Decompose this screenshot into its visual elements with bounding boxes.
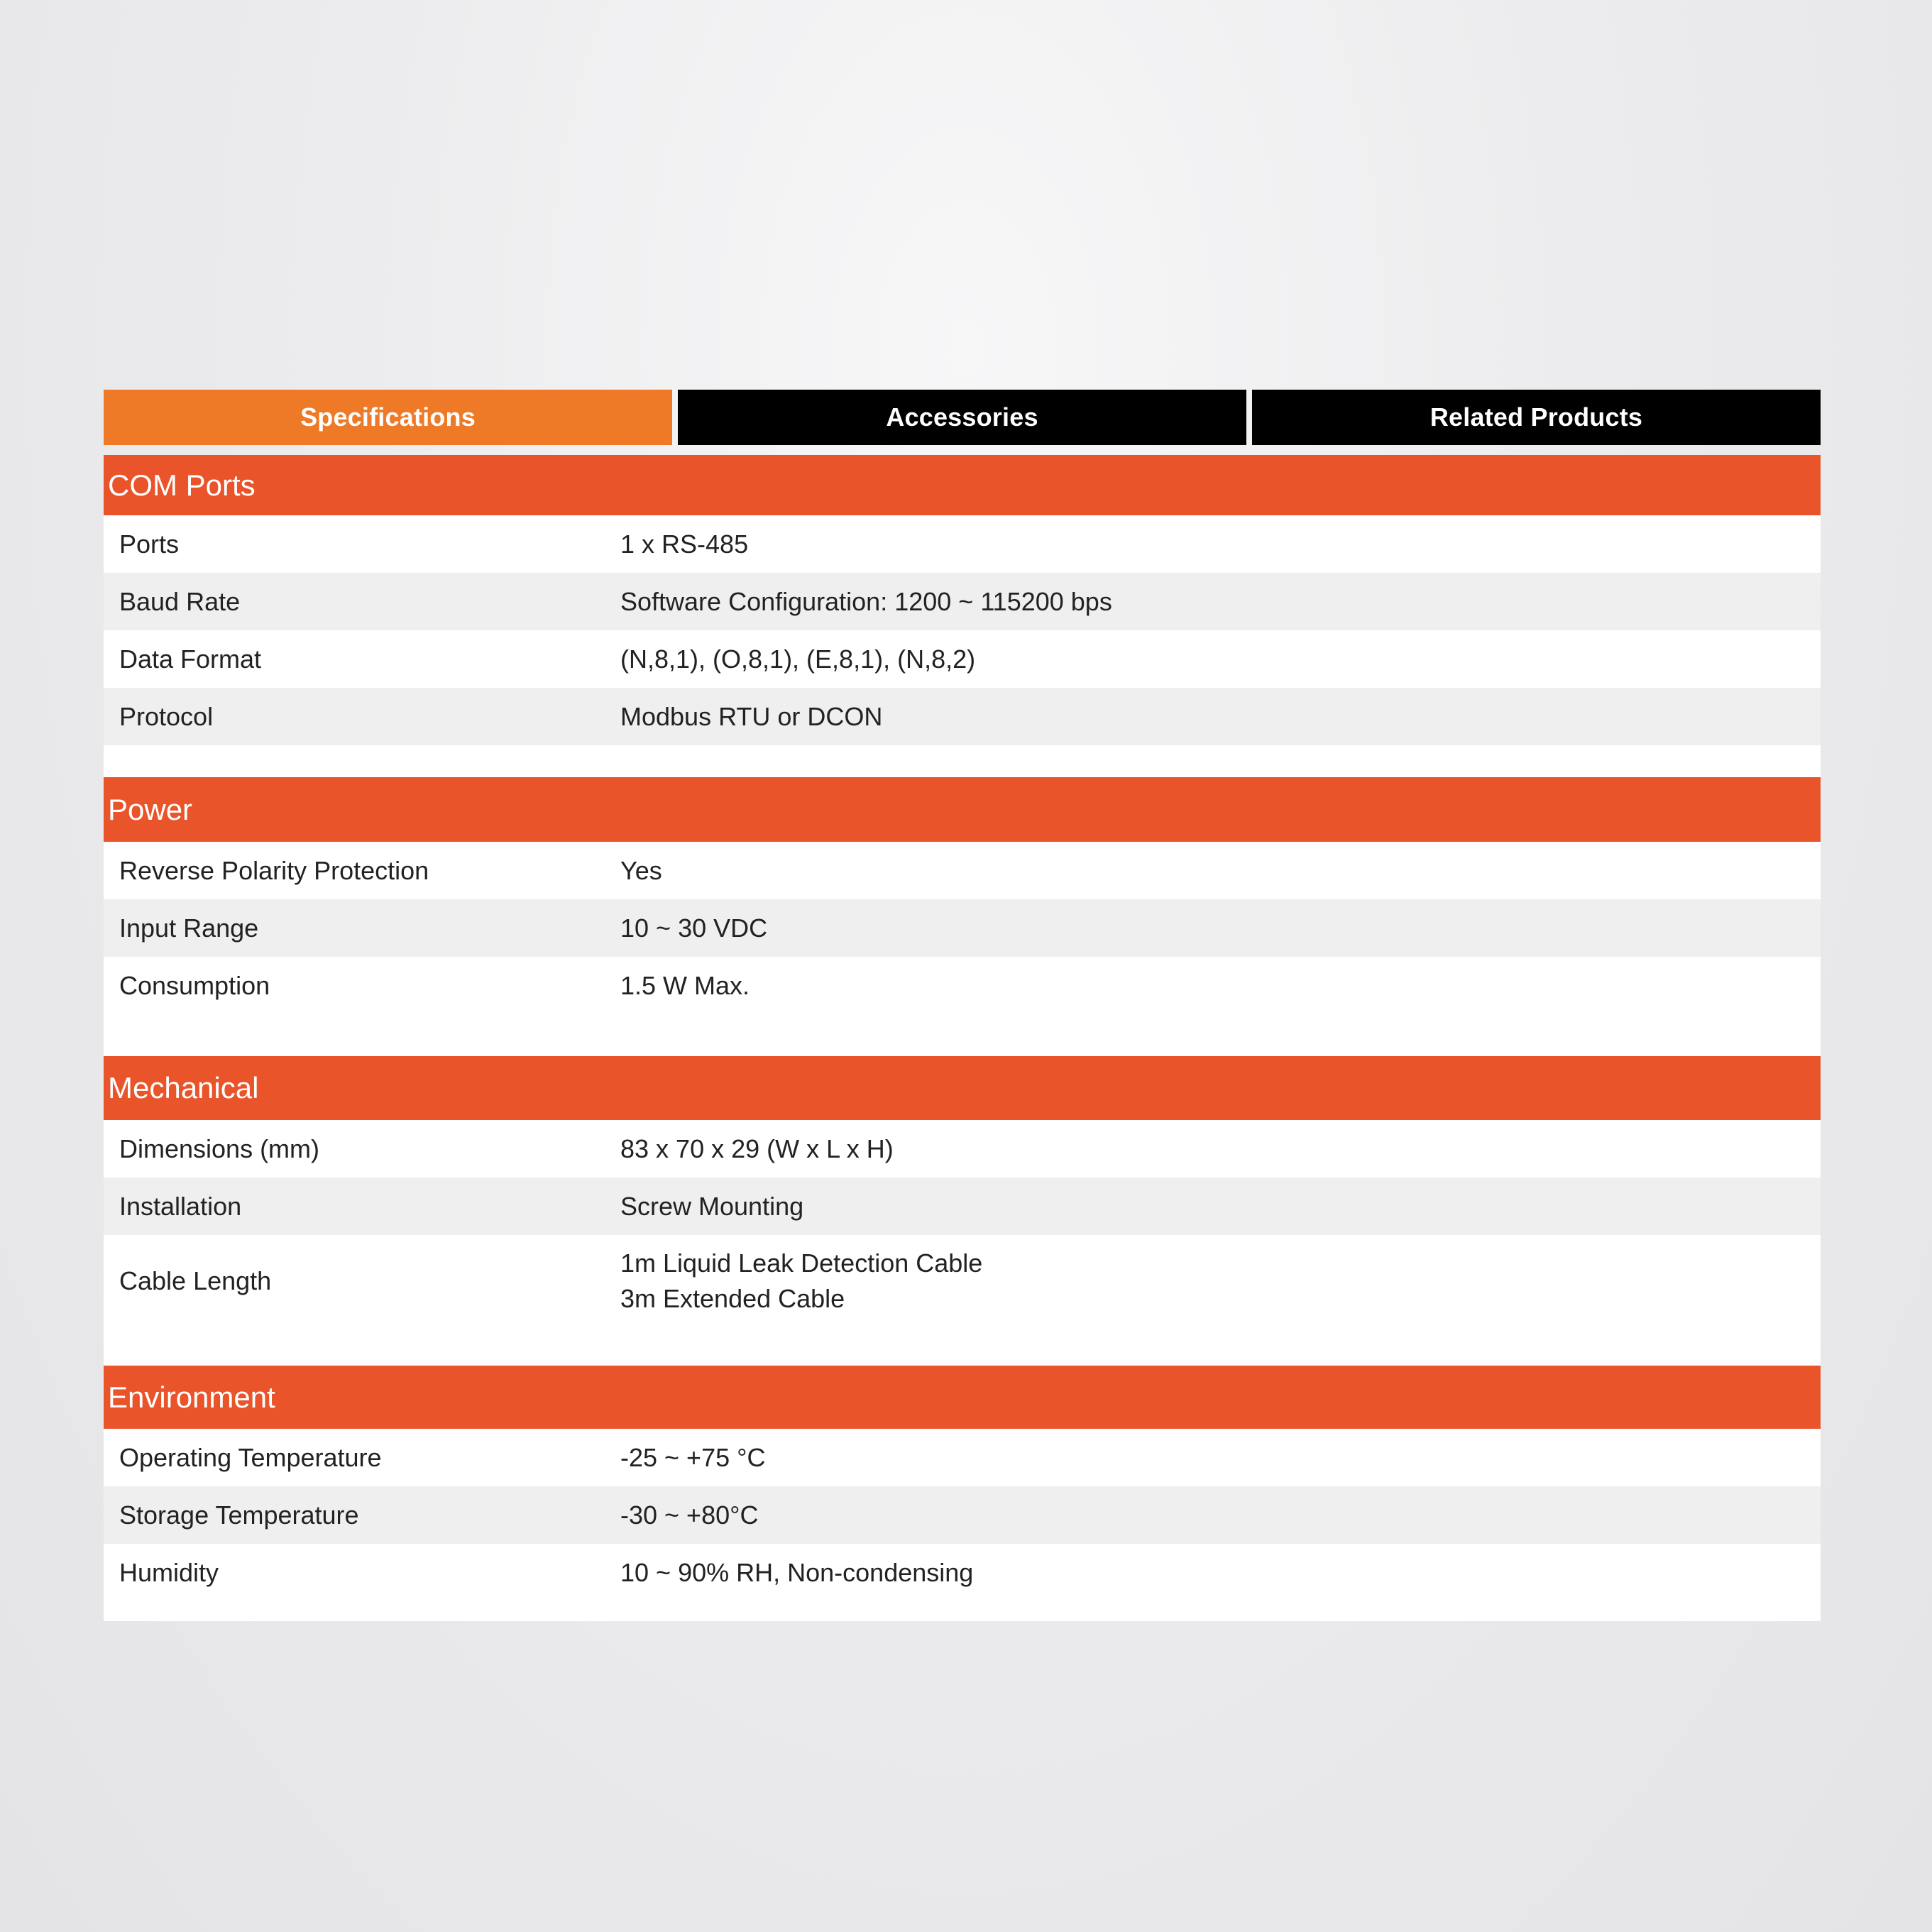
spec-label: Cable Length — [119, 1266, 272, 1295]
tab-bar — [104, 390, 1821, 445]
spec-row — [104, 842, 1821, 899]
spec-sections — [104, 455, 1821, 1621]
spec-label: Baud Rate — [119, 586, 241, 616]
spec-row — [104, 1120, 1821, 1178]
spec-row — [104, 1235, 1821, 1327]
spec-value: 1.5 W Max. — [620, 970, 750, 1000]
spec-label: Dimensions (mm) — [119, 1134, 320, 1163]
spec-value: -25 ~ +75 °C — [620, 1442, 766, 1472]
spec-row — [104, 899, 1821, 957]
section-header: Environment — [104, 1366, 1821, 1429]
spec-label: Input Range — [119, 913, 259, 943]
section-spacer — [104, 1014, 1821, 1056]
spec-value: (N,8,1), (O,8,1), (E,8,1), (N,8,2) — [620, 644, 976, 674]
spec-value: -30 ~ +80°C — [620, 1500, 759, 1530]
spec-rows — [104, 1120, 1821, 1327]
section-spacer — [104, 745, 1821, 777]
tab-accessories[interactable]: Accessories — [678, 390, 1246, 445]
spec-label: Consumption — [119, 970, 270, 1000]
spec-value: Modbus RTU or DCON — [620, 701, 883, 731]
section-header: Power — [104, 777, 1821, 842]
section-header: Mechanical — [104, 1056, 1821, 1120]
spec-value — [620, 1246, 1821, 1317]
spec-label: Humidity — [119, 1557, 219, 1587]
spec-value: Software Configuration: 1200 ~ 115200 bps — [620, 586, 1112, 616]
spec-value: Screw Mounting — [620, 1191, 804, 1221]
spec-value: 10 ~ 30 VDC — [620, 913, 768, 943]
section-spacer — [104, 1327, 1821, 1366]
spec-label: Reverse Polarity Protection — [119, 855, 429, 885]
spec-row — [104, 1486, 1821, 1544]
spec-row — [104, 688, 1821, 745]
spec-row — [104, 1544, 1821, 1601]
spec-value-line: 1m Liquid Leak Detection Cable — [620, 1248, 983, 1278]
section-power — [104, 777, 1821, 1056]
spec-rows — [104, 515, 1821, 745]
spec-label: Storage Temperature — [119, 1500, 359, 1530]
spec-row — [104, 957, 1821, 1014]
spec-value: 83 x 70 x 29 (W x L x H) — [620, 1134, 894, 1163]
section-spacer — [104, 1601, 1821, 1621]
tab-related-products[interactable]: Related Products — [1252, 390, 1821, 445]
section-mechanical — [104, 1056, 1821, 1366]
spec-value: 1 x RS-485 — [620, 529, 749, 559]
spec-label: Data Format — [119, 644, 262, 674]
spec-label: Operating Temperature — [119, 1442, 382, 1472]
spec-label: Installation — [119, 1191, 242, 1221]
spec-label: Ports — [119, 529, 180, 559]
section-header: COM Ports — [104, 455, 1821, 515]
specifications-panel — [104, 390, 1821, 1621]
section-com-ports — [104, 455, 1821, 777]
spec-label: Protocol — [119, 701, 214, 731]
spec-row — [104, 573, 1821, 630]
spec-value-line: 3m Extended Cable — [620, 1284, 845, 1313]
spec-rows — [104, 1429, 1821, 1601]
spec-value: Yes — [620, 855, 662, 885]
spec-row — [104, 515, 1821, 573]
spec-value: 10 ~ 90% RH, Non-condensing — [620, 1557, 974, 1587]
section-environment — [104, 1366, 1821, 1621]
spec-row — [104, 1178, 1821, 1235]
spec-rows — [104, 842, 1821, 1014]
tab-specifications[interactable]: Specifications — [104, 390, 672, 445]
spec-row — [104, 630, 1821, 688]
spec-row — [104, 1429, 1821, 1486]
